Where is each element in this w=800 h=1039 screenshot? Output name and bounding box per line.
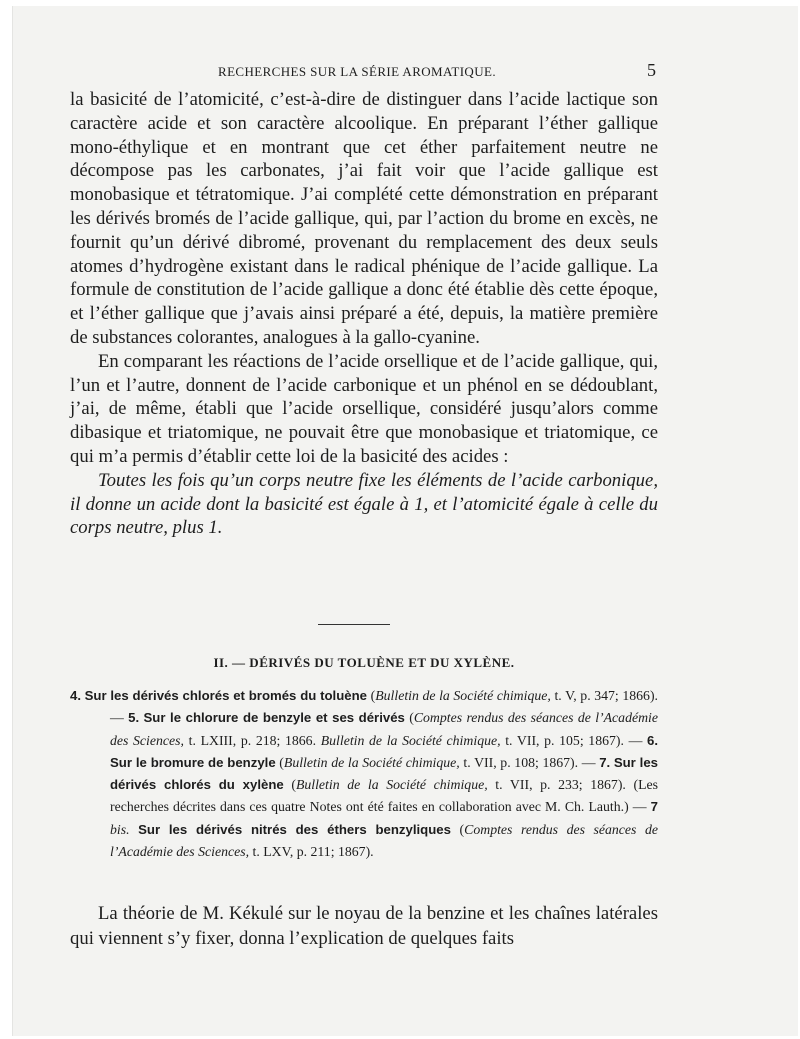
entry-reference: t. LXV, p. 211; 1867). (252, 844, 374, 860)
bibliography (70, 685, 658, 863)
entry-number: 7. (599, 754, 611, 770)
entry-title: Sur le bromure de benzyle (110, 754, 276, 770)
entry-reference: t. VII, p. 105; 1867). — (505, 732, 643, 748)
journal-name: Bulletin de la Société chimique, (295, 777, 488, 793)
entry-reference: t. VII, p. 108; 1867). — (463, 754, 596, 770)
entry-number: 6. (647, 732, 659, 748)
section-title: II. — DÉRIVÉS DU TOLUÈNE ET DU XYLÈNE. (213, 655, 515, 670)
paragraph: la basicité de l’atomicité, c’est-à-dire de distinguer dans l’acide lactique son caractère acide et son caractère alcoolique. En préparant l’éther gallique mono-éthylique et en montrant que cet éther parfaitement neutre ne décompose pas les carbonates, j’ai fait voir que l’acide gallique est monobasique et tétratomique. J’ai complété cette démonstration en préparant les dérivés bromés de l’acide gallique, qui, par l’action du brome en excès, ne fournit qu’un dérivé dibromé, provenant du remplacement des deux seuls atomes d’hydrogène existant dans le radical phénique de l’acide gallique. La formule de constitution de l’acide gallique a donc été établie dès cette époque, et l’éther gallique que j’avais ainsi préparé a été, depuis, la matière première de substances colorantes, analogues à la gallo-cyanine. (70, 89, 658, 348)
body-text (70, 88, 658, 540)
entry-number: 5. (128, 710, 140, 726)
entry-reference: t. V, p. 347; 1866). — (110, 688, 658, 726)
entry-number: 7 (650, 799, 658, 815)
entry-bis: bis. (110, 821, 130, 837)
journal-name: Bulletin de la Société chimique, (375, 688, 551, 703)
entry-title: Sur les dérivés nitrés des éthers benzyliques (138, 821, 451, 837)
page-number: 5 (647, 60, 656, 80)
entry-note: (Les recherches décrites dans ces quatre Notes ont été faites en collaboration avec M. Ch. Lauth.) (110, 777, 658, 815)
entry-title: Sur les dérivés chlorés et bromés du toluène (84, 688, 368, 703)
journal-name: Comptes rendus des séances de l’Académie des Sciences, (110, 821, 659, 860)
page-header (70, 60, 660, 84)
running-title: RECHERCHES SUR LA SÉRIE AROMATIQUE. (218, 64, 496, 79)
section-divider (318, 624, 390, 625)
journal-name: Bulletin de la Société chimique, (320, 732, 501, 748)
entry-title: Sur le chlorure de benzyle et ses dérivés (143, 710, 405, 726)
journal-name: Bulletin de la Société chimique, (283, 754, 460, 770)
entry-title: Sur les dérivés chlorés du xylène (110, 754, 658, 793)
entry-number: 4. (70, 688, 81, 703)
basicity-law: Toutes les fois qu’un corps neutre fixe les éléments de l’acide carbonique, il donne un acide dont la basicité est égale à 1, et l’atomicité égale à celle du corps neutre, plus 1. (70, 469, 658, 539)
entry-reference: t. VII, p. 233; 1867). (495, 777, 626, 793)
final-text (70, 902, 658, 951)
paragraph: La théorie de M. Kékulé sur le noyau de la benzine et les chaînes latérales qui viennent s’y fixer, donna l’explication de quelques faits (70, 903, 658, 949)
bibliography-entry: 4. Sur les dérivés chlorés et bromés du toluène (Bulletin de la Société chimique, t. V, p. 347; 1866). — 5. Sur le chlorure de benzyle et ses dérivés (Comptes rendus des séances de l’Académie des Sciences, t. LXIII, p. 218; 1866. Bulletin de la Société chimique, t. VII, p. 105; 1867). — 6. Sur le bromure de benzyle (Bulletin de la Société chimique, t. VII, p. 108; 1867). — 7. Sur les dérivés chlorés du xylène (Bulletin de la Société chimique, t. VII, p. 233; 1867). (Les recherches décrites dans ces quatre Notes ont été faites en collaboration avec M. Ch. Lauth.) — 7 bis. Sur les dérivés nitrés des éthers benzyliques (Comptes rendus des séances de l’Académie des Sciences, t. LXV, p. 211; 1867). (70, 688, 659, 860)
entry-reference: t. LXIII, p. 218; 1866. (188, 732, 317, 748)
journal-name: Comptes rendus des séances de l’Académie des Sciences, (110, 710, 659, 748)
paragraph: En comparant les réactions de l’acide orsellique et de l’acide gallique, qui, l’un et l’autre, donnent de l’acide carbonique et un phénol en se dédoublant, j’ai, de même, établi que l’acide orsellique, considéré jusqu’alors comme dibasique et triatomique, ne pouvait être que monobasique et triatomique, ce qui m’a permis d’établir cette loi de la basicité des acides : (70, 350, 658, 467)
